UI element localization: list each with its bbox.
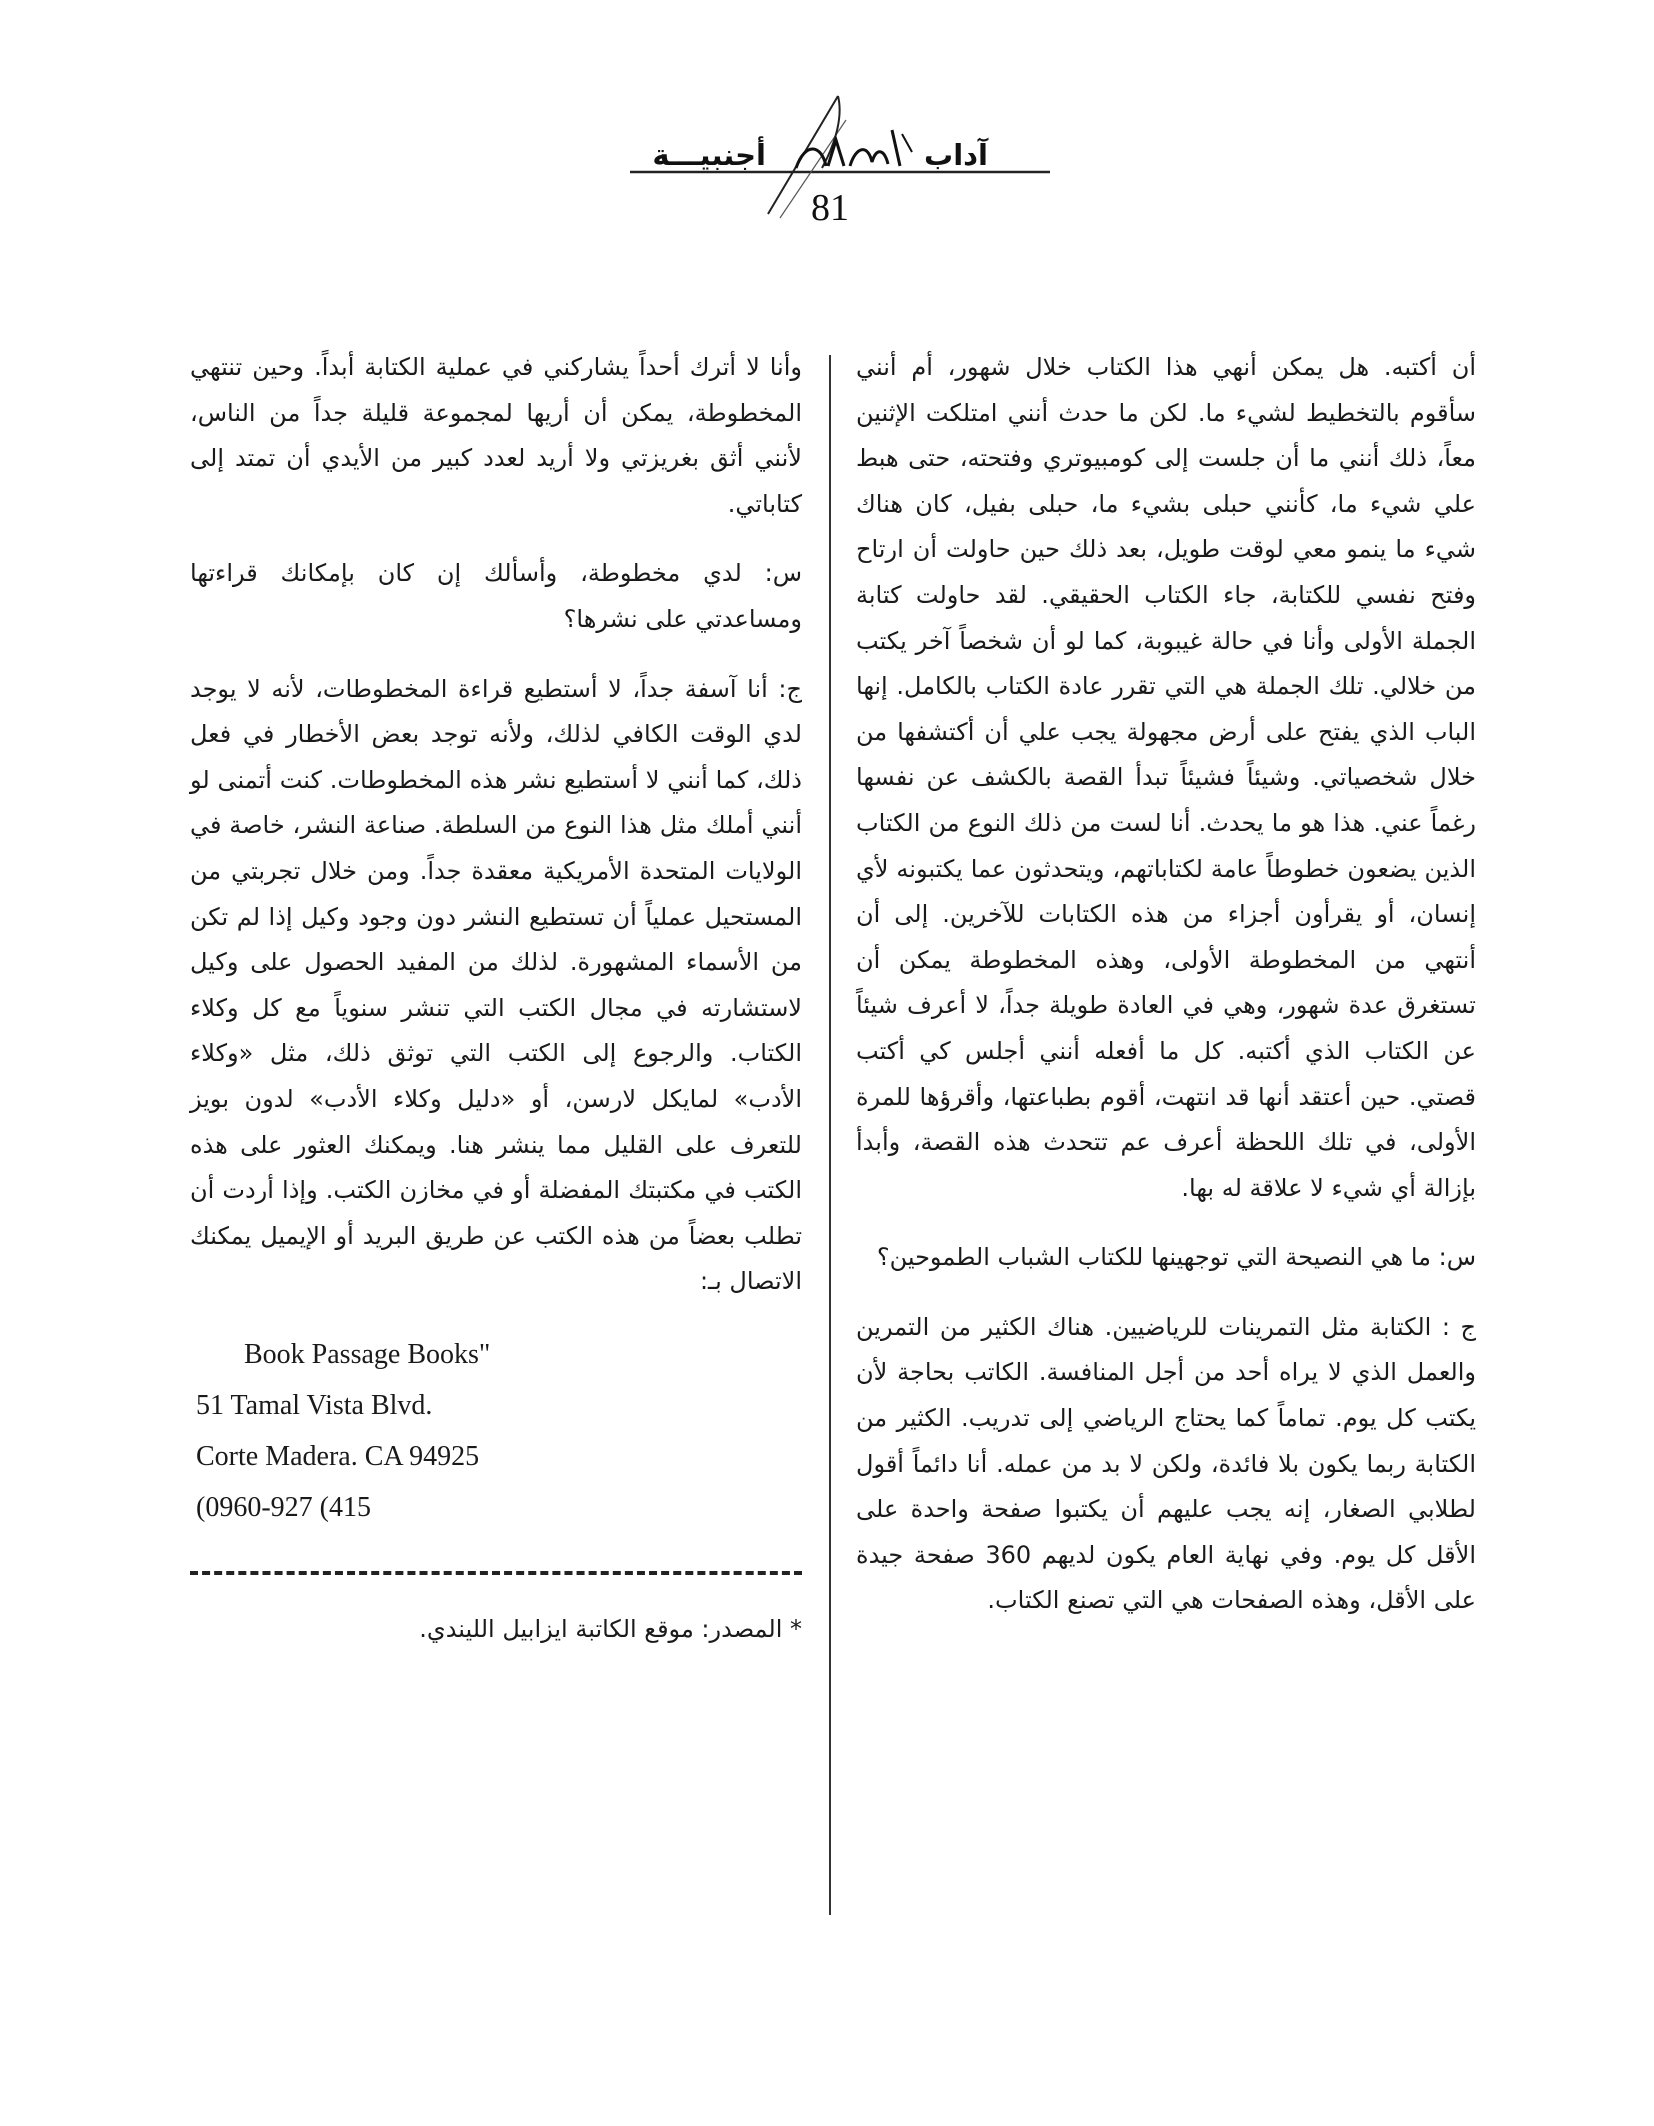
question-paragraph: س: ما هي النصيحة التي توجهينها للكتاب الشباب الطموحين؟ bbox=[876, 1243, 1476, 1272]
answer-paragraph: ج : الكتابة مثل التمرينات للرياضيين. هناك الكثير من التمرين والعمل الذي لا يراه أحد من أجل المنافسة. الكاتب بحاجة لأن يكتب كل يوم. تماماً كما يحتاج الرياضي إلى تدريب. الكثير من الكتابة ربما يكون بلا فائدة، ولكن لا بد من عمله. أنا دائماً أقول لطلابي الصغار، إنه يجب عليهم أن يكتبوا صفحة واحدة على الأقل كل يوم. وفي نهاية العام يكون لديهم 360 صفحة جيدة على الأقل، وهذه الصفحات هي التي تصنع الكتاب. bbox=[856, 1312, 1476, 1615]
answer-paragraph: ج: أنا آسفة جداً، لا أستطيع قراءة المخطوطات، لأنه لا يوجد لدي الوقت الكافي لذلك، ولأنه توجد بعض الأخطار في فعل ذلك، كما أنني لا أستطيع نشر هذه المخطوطات. كنت أتمنى لو أنني أملك مثل هذا النوع من السلطة. صناعة النشر، خاصة في الولايات المتحدة الأمريكية معقدة جداً. ومن خلال تجربتي من المستحيل عملياً أن تستطيع النشر دون وجود وكيل إذا لم تكن من الأسماء المشهورة. لذلك من المفيد الحصول على وكيل لاستشارته في مجال الكتب التي تنشر سنوياً مع كل وكلاء الكتاب. والرجوع إلى الكتب التي توثق ذلك، مثل «وكلاء الأدب» لمايكل لارسن، أو «دليل وكلاء الأدب» لدون بويز للتعرف على القليل مما ينشر هنا. ويمكنك العثور على هذه الكتب في مكتبتك المفضلة أو في مخازن الكتب. وإذا أردت أن تطلب بعضاً من هذه الكتب عن طريق البريد أو الإيميل يمكنك الاتصال بـ: bbox=[190, 674, 802, 1296]
section-label-adab: آداب bbox=[924, 138, 988, 172]
address-line: Book Passage Books" bbox=[244, 1338, 491, 1370]
source-note: * المصدر: موقع الكاتبة ايزابيل الليندي. bbox=[419, 1614, 802, 1643]
section-label-foreign: أجنبيـــة bbox=[652, 138, 766, 172]
address-line: Corte Madera. CA 94925 bbox=[196, 1440, 480, 1472]
page-header bbox=[0, 0, 1654, 250]
paragraph: وأنا لا أترك أحداً يشاركني في عملية الكتابة أبداً. وحين تنتهي المخطوطة، يمكن أن أريها لمجموعة قليلة جداً من الناس، لأنني أثق بغريزتي ولا أريد لعدد كبير من الأيدي أن تمتد إلى كتاباتي. bbox=[190, 353, 802, 518]
left-column bbox=[190, 345, 802, 1652]
publisher-address bbox=[190, 1329, 802, 1533]
address-line: 51 Tamal Vista Blvd. bbox=[196, 1389, 433, 1421]
page-number: 81 bbox=[811, 187, 849, 229]
column-divider bbox=[829, 355, 831, 1915]
paragraph: أن أكتبه. هل يمكن أنهي هذا الكتاب خلال شهور، أم أنني سأقوم بالتخطيط لشيء ما. لكن ما حدث أنني امتلكت الإثنين معاً، ذلك أنني ما أن جلست إلى كومبيوتري وفتحته، حتى هبط علي شيء ما، كأنني حبلى بشيء ما، حبلى بفيل، كان هناك شيء ما ينمو معي لوقت طويل، بعد ذلك حين حاولت أن ارتاح وفتح نفسي للكتابة، جاء الكتاب الحقيقي. لقد حاولت كتابة الجملة الأولى وأنا في حالة غيبوبة، كما لو أن شخصاً آخر يكتب من خلالي. تلك الجملة هي التي تقرر عادة الكتاب بالكامل. إنها الباب الذي يفتح على أرض مجهولة يجب علي أن أكتشفها من خلال شخصياتي. وشيئاً فشيئاً تبدأ القصة بالكشف عن نفسها رغماً عني. هذا هو ما يحدث. أنا لست من ذلك النوع من الكتاب الذين يضعون خطوطاً عامة لكتاباتهم، ويتحدثون عما يكتبونه لأي إنسان، أو يقرأون أجزاء من هذه الكتابات للآخرين. إلى أن أنتهي من المخطوطة الأولى، وهذه المخطوطة يمكن أن تستغرق عدة شهور، وهي في العادة طويلة جداً، لا أعرف شيئاً عن الكتاب الذي أكتبه. كل ما أفعله أنني أجلس كي أكتب قصتي. حين أعتقد أنها قد انتهت، أقوم بطباعتها، وأقرؤها للمرة الأولى، في تلك اللحظة أعرف عم تتحدث هذه القصة، وأبدأ بإزالة أي شيء لا علاقة له بها. bbox=[856, 353, 1476, 1202]
dashed-separator bbox=[190, 1571, 802, 1575]
question-paragraph: س: لدي مخطوطة، وأسألك إن كان بإمكانك قراءتها ومساعدتي على نشرها؟ bbox=[190, 559, 802, 633]
right-column bbox=[856, 345, 1476, 1648]
address-line: (0960-927 (415 bbox=[196, 1491, 371, 1523]
